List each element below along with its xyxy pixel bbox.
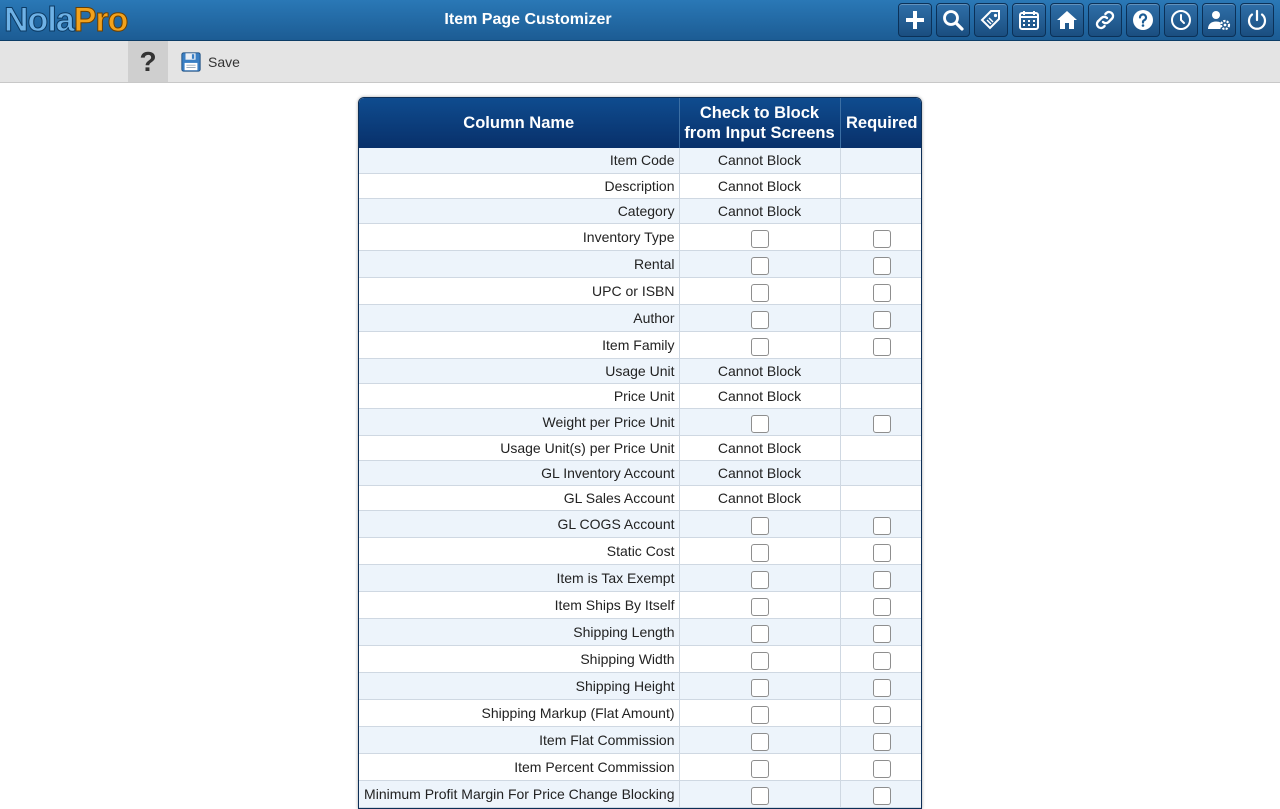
required-cell — [840, 699, 922, 726]
column-name-cell: GL COGS Account — [359, 510, 679, 537]
required-checkbox[interactable] — [873, 706, 891, 724]
home-icon — [1055, 8, 1079, 32]
table-row — [359, 645, 922, 672]
required-cell — [840, 383, 922, 408]
block-cell — [679, 408, 840, 435]
block-cell — [679, 331, 840, 358]
required-cell — [840, 780, 922, 807]
block-cell — [679, 699, 840, 726]
column-name-cell: Shipping Height — [359, 672, 679, 699]
table-row — [359, 753, 922, 780]
table-row — [359, 460, 922, 485]
required-cell — [840, 435, 922, 460]
block-cell — [679, 780, 840, 807]
calendar-icon — [1017, 8, 1041, 32]
table-row — [359, 780, 922, 807]
block-cell — [679, 223, 840, 250]
required-checkbox[interactable] — [873, 338, 891, 356]
table-row — [359, 198, 922, 223]
block-checkbox[interactable] — [751, 257, 769, 275]
required-checkbox[interactable] — [873, 760, 891, 778]
cannot-block-text: Cannot Block — [679, 148, 840, 173]
search-button[interactable] — [936, 3, 970, 37]
required-cell — [840, 510, 922, 537]
help-circle-icon — [1131, 8, 1155, 32]
column-name-cell: Item Flat Commission — [359, 726, 679, 753]
save-button[interactable] — [180, 50, 240, 74]
nolapro-logo[interactable] — [4, 0, 127, 40]
block-checkbox[interactable] — [751, 311, 769, 329]
floppy-disk-icon — [180, 51, 202, 73]
block-cell — [679, 250, 840, 277]
required-cell — [840, 148, 922, 173]
user-settings-icon — [1207, 8, 1231, 32]
table-row — [359, 173, 922, 198]
column-name-cell: Item Percent Commission — [359, 753, 679, 780]
block-cell — [679, 537, 840, 564]
table-row — [359, 564, 922, 591]
save-button-label: Save — [208, 54, 240, 70]
column-name-cell: Usage Unit(s) per Price Unit — [359, 435, 679, 460]
block-checkbox[interactable] — [751, 415, 769, 433]
required-cell — [840, 485, 922, 510]
column-name-cell: Minimum Profit Margin For Price Change Blocking — [359, 780, 679, 807]
required-header: Required — [840, 98, 922, 148]
table-row — [359, 148, 922, 173]
block-cell — [679, 564, 840, 591]
cannot-block-text: Cannot Block — [679, 173, 840, 198]
required-checkbox[interactable] — [873, 733, 891, 751]
toolbar — [898, 3, 1274, 37]
block-cell — [679, 277, 840, 304]
required-checkbox[interactable] — [873, 625, 891, 643]
table-row — [359, 537, 922, 564]
block-checkbox[interactable] — [751, 517, 769, 535]
table-header-row — [359, 98, 922, 148]
column-name-cell: Item Ships By Itself — [359, 591, 679, 618]
block-header — [679, 98, 840, 148]
page-help-button[interactable]: ? — [128, 41, 168, 82]
table-body — [359, 148, 922, 807]
column-name-cell: Item is Tax Exempt — [359, 564, 679, 591]
table-row — [359, 435, 922, 460]
table-row — [359, 726, 922, 753]
required-checkbox[interactable] — [873, 679, 891, 697]
cannot-block-text: Cannot Block — [679, 198, 840, 223]
table-row — [359, 591, 922, 618]
block-cell — [679, 510, 840, 537]
block-cell — [679, 304, 840, 331]
table-row — [359, 408, 922, 435]
block-checkbox[interactable] — [751, 733, 769, 751]
table-row — [359, 331, 922, 358]
block-checkbox[interactable] — [751, 652, 769, 670]
required-checkbox[interactable] — [873, 598, 891, 616]
block-cell — [679, 591, 840, 618]
cannot-block-text: Cannot Block — [679, 485, 840, 510]
block-checkbox[interactable] — [751, 760, 769, 778]
block-checkbox[interactable] — [751, 230, 769, 248]
required-checkbox[interactable] — [873, 517, 891, 535]
required-checkbox[interactable] — [873, 544, 891, 562]
cannot-block-text: Cannot Block — [679, 435, 840, 460]
tags-button[interactable] — [974, 3, 1008, 37]
column-name-cell: Usage Unit — [359, 358, 679, 383]
column-name-cell: Shipping Markup (Flat Amount) — [359, 699, 679, 726]
required-checkbox[interactable] — [873, 652, 891, 670]
customizer-table — [358, 97, 922, 809]
column-name-cell: Price Unit — [359, 383, 679, 408]
table-row — [359, 672, 922, 699]
table-row — [359, 223, 922, 250]
tags-icon — [979, 8, 1003, 32]
column-name-cell: Item Family — [359, 331, 679, 358]
block-cell — [679, 753, 840, 780]
table-row — [359, 358, 922, 383]
logo-text-nola: Nola — [4, 1, 74, 39]
page-title: Item Page Customizer — [444, 11, 612, 28]
block-checkbox[interactable] — [751, 571, 769, 589]
required-cell — [840, 277, 922, 304]
required-cell — [840, 331, 922, 358]
block-checkbox[interactable] — [751, 625, 769, 643]
required-cell — [840, 198, 922, 223]
user-settings-button[interactable] — [1202, 3, 1236, 37]
block-checkbox[interactable] — [751, 706, 769, 724]
block-checkbox[interactable] — [751, 544, 769, 562]
block-cell — [679, 726, 840, 753]
add-button[interactable] — [898, 3, 932, 37]
table-row — [359, 250, 922, 277]
block-checkbox[interactable] — [751, 284, 769, 302]
column-name-cell: Category — [359, 198, 679, 223]
required-cell — [840, 173, 922, 198]
table-row — [359, 485, 922, 510]
help-button[interactable] — [1126, 3, 1160, 37]
plus-icon — [903, 8, 927, 32]
required-cell — [840, 223, 922, 250]
column-name-cell: Weight per Price Unit — [359, 408, 679, 435]
block-header-line2: from Input Screens — [684, 124, 835, 142]
table-row — [359, 618, 922, 645]
column-name-cell: Static Cost — [359, 537, 679, 564]
required-cell — [840, 672, 922, 699]
required-checkbox[interactable] — [873, 230, 891, 248]
cannot-block-text: Cannot Block — [679, 460, 840, 485]
table-row — [359, 699, 922, 726]
table-row — [359, 383, 922, 408]
table-row — [359, 510, 922, 537]
required-cell — [840, 537, 922, 564]
block-checkbox[interactable] — [751, 338, 769, 356]
column-name-cell: Inventory Type — [359, 223, 679, 250]
required-cell — [840, 645, 922, 672]
clock-icon — [1169, 8, 1193, 32]
logo-text-pro: Pro — [73, 1, 128, 39]
column-name-cell: Item Code — [359, 148, 679, 173]
required-cell — [840, 304, 922, 331]
required-cell — [840, 726, 922, 753]
required-checkbox[interactable] — [873, 415, 891, 433]
top-bar — [0, 0, 1280, 41]
column-name-cell: Shipping Length — [359, 618, 679, 645]
block-cell — [679, 645, 840, 672]
power-icon — [1245, 8, 1269, 32]
required-cell — [840, 564, 922, 591]
required-cell — [840, 408, 922, 435]
time-button[interactable] — [1164, 3, 1198, 37]
cannot-block-text: Cannot Block — [679, 383, 840, 408]
required-checkbox[interactable] — [873, 311, 891, 329]
block-header-line1: Check to Block — [699, 104, 820, 122]
cannot-block-text: Cannot Block — [679, 358, 840, 383]
home-button[interactable] — [1050, 3, 1084, 37]
block-checkbox[interactable] — [751, 598, 769, 616]
required-cell — [840, 591, 922, 618]
table-row — [359, 304, 922, 331]
column-name-cell: GL Sales Account — [359, 485, 679, 510]
required-cell — [840, 460, 922, 485]
required-checkbox[interactable] — [873, 571, 891, 589]
logout-button[interactable] — [1240, 3, 1274, 37]
column-name-header: Column Name — [359, 98, 679, 148]
required-cell — [840, 753, 922, 780]
required-cell — [840, 618, 922, 645]
required-cell — [840, 250, 922, 277]
required-checkbox[interactable] — [873, 257, 891, 275]
required-cell — [840, 358, 922, 383]
column-name-cell: Description — [359, 173, 679, 198]
column-name-cell: Author — [359, 304, 679, 331]
calendar-button[interactable] — [1012, 3, 1046, 37]
link-icon — [1093, 8, 1117, 32]
block-cell — [679, 618, 840, 645]
column-name-cell: UPC or ISBN — [359, 277, 679, 304]
column-name-cell: Shipping Width — [359, 645, 679, 672]
search-icon — [941, 8, 965, 32]
column-name-cell: Rental — [359, 250, 679, 277]
column-name-cell: GL Inventory Account — [359, 460, 679, 485]
block-cell — [679, 672, 840, 699]
block-checkbox[interactable] — [751, 787, 769, 805]
table-row — [359, 277, 922, 304]
required-checkbox[interactable] — [873, 284, 891, 302]
required-checkbox[interactable] — [873, 787, 891, 805]
block-checkbox[interactable] — [751, 679, 769, 697]
links-button[interactable] — [1088, 3, 1122, 37]
action-bar — [0, 41, 1280, 83]
